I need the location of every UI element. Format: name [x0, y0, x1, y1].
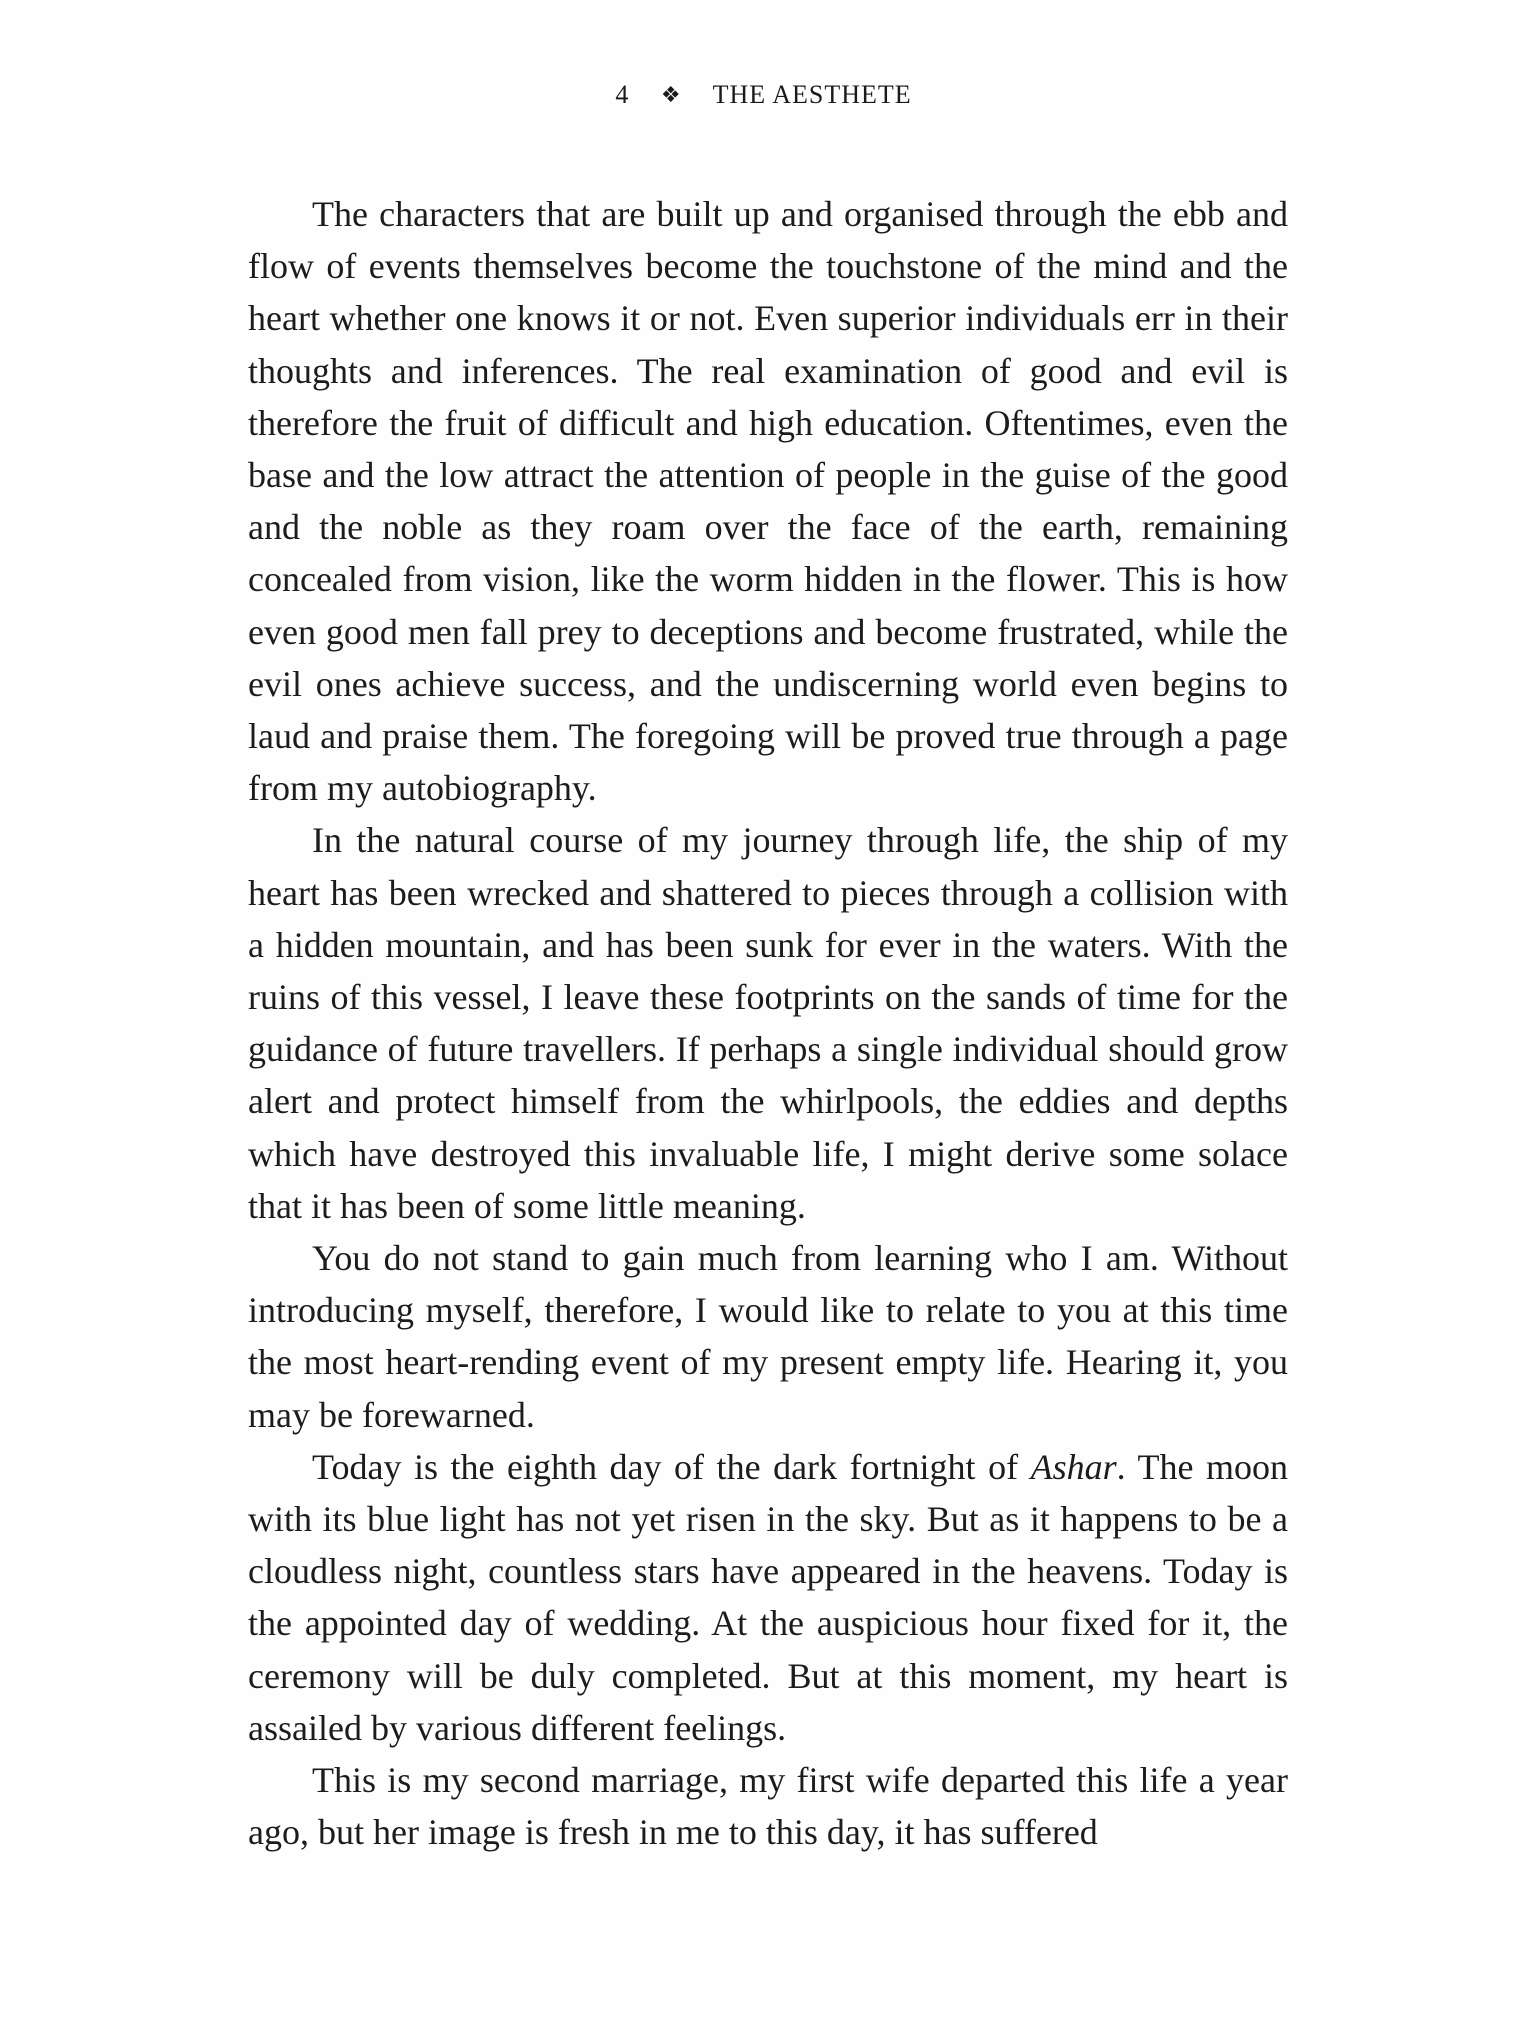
paragraph [248, 1441, 1288, 1754]
paragraph-text: Today is the eighth day of the dark fortnight of [312, 1446, 1031, 1487]
body-text [248, 188, 1288, 1859]
paragraph: In the natural course of my journey through life, the ship of my heart has been wrecked and shattered to pieces through a collision with a hidden mountain, and has been sunk for ever in the waters. With the ruins of this vessel, I leave these footprints on the sands of time for the guidance of future travellers. If perhaps a single individual should grow alert and protect himself from the whirlpools, the eddies and depths which have destroyed this invaluable life, I might derive some solace that it has been of some little meaning. [248, 820, 1288, 1226]
book-title: THE AESTHETE [712, 80, 912, 109]
italic-term-ashar: Ashar [1030, 1446, 1117, 1487]
paragraph: This is my second marriage, my first wife departed this life a year ago, but her image is fresh in me to this day, it has suffered [248, 1760, 1288, 1853]
diamond-ornament-icon: ❖ [660, 82, 682, 107]
paragraph: You do not stand to gain much from learning who I am. Without introducing myself, therefore, I would like to relate to you at this time the most heart-rending event of my present empty life. Hearing it, you may be forewarned. [248, 1238, 1288, 1435]
paragraph-text: . The moon with its blue light has not yet risen in the sky. But as it happens to be a cloudless night, countless stars have appeared in the heavens. Today is the appointed day of wedding. At the auspicious hour fixed for it, the ceremony will be duly completed. But at this moment, my heart is assailed by various different feelings. [248, 1446, 1288, 1748]
paragraph: The characters that are built up and organised through the ebb and flow of events themselves become the touchstone of the mind and the heart whether one knows it or not. Even superior individuals err in their thoughts and inferences. The real examination of good and evil is therefore the fruit of difficult and high education. Oftentimes, even the base and the low attract the attention of people in the guise of the good and the noble as they roam over the face of the earth, remaining concealed from vision, like the worm hidden in the flower. This is how even good men fall prey to deceptions and become frustrated, while the evil ones achieve success, and the undiscerning world even begins to laud and praise them. The foregoing will be proved true through a page from my autobiography. [248, 194, 1288, 809]
page-number: 4 [615, 80, 630, 109]
running-header [0, 80, 1527, 110]
